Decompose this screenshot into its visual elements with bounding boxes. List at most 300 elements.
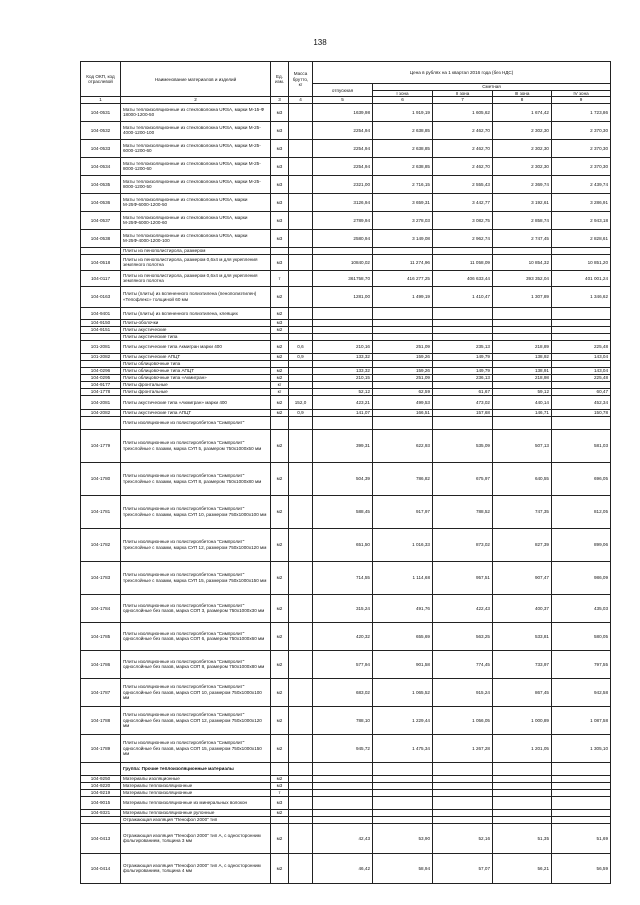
row-price-zone-2 [433, 416, 493, 429]
row-price-zone-4: 51,69 [552, 823, 611, 853]
row-price-zone-3: 1 674,42 [493, 103, 552, 121]
row-price-zone-1: 159,26 [373, 353, 433, 360]
row-sales-price: 2254,94 [313, 139, 373, 157]
row-price-zone-3: 3 192,61 [493, 193, 552, 211]
row-price-zone-4: 10 851,20 [552, 254, 611, 270]
row-price-zone-2: 1 056,05 [433, 706, 493, 734]
row-name: Плиты (плиты) из вспененного полиэтилена, клеящих [121, 307, 271, 319]
row-price-zone-4: 452,34 [552, 395, 611, 409]
row-unit: м3 [271, 254, 289, 270]
row-code: 104-0534 [81, 157, 121, 175]
row-price-zone-3: 138,91 [493, 367, 552, 374]
row-code: 104-0518 [81, 254, 121, 270]
table-row [81, 416, 611, 429]
table-row [81, 211, 611, 229]
row-name: Материалы теплоизоляционные из минеральных волокон [121, 796, 271, 809]
row-price-zone-2: 473,02 [433, 395, 493, 409]
row-price-zone-3: 59,12 [493, 388, 552, 395]
row-price-zone-3: 533,81 [493, 622, 552, 650]
row-sales-price: 945,72 [313, 734, 373, 762]
row-price-zone-4 [552, 247, 611, 254]
row-unit [271, 333, 289, 340]
row-price-zone-3: 827,39 [493, 528, 552, 561]
row-code: 104-2081 [81, 395, 121, 409]
column-number: 5 [313, 97, 373, 103]
page-number: 138 [313, 38, 327, 47]
row-price-zone-1: 1 499,19 [373, 286, 433, 307]
row-price-zone-4: 812,05 [552, 495, 611, 528]
row-price-zone-4: 435,03 [552, 594, 611, 622]
row-mass [289, 388, 313, 395]
row-code: 104-1784 [81, 594, 121, 622]
row-price-zone-4 [552, 416, 611, 429]
row-price-zone-2: 236,13 [433, 374, 493, 381]
row-price-zone-2 [433, 816, 493, 823]
row-price-zone-4 [552, 809, 611, 816]
table-row [81, 650, 611, 678]
row-sales-price: 210,16 [313, 340, 373, 353]
row-unit: м2 [271, 307, 289, 319]
row-code: 104-9151 [81, 326, 121, 333]
row-name: Группа: Прочие теплоизоляционные материалы [121, 762, 271, 775]
price-table [80, 61, 611, 884]
table-row [81, 796, 611, 809]
row-price-zone-1: 3 149,08 [373, 229, 433, 247]
header-zone-3: III зона [493, 91, 552, 97]
row-name: Плиты фронтальные [121, 381, 271, 388]
row-price-zone-4: 143,04 [552, 367, 611, 374]
table-row [81, 809, 611, 816]
row-sales-price: 504,39 [313, 462, 373, 495]
row-price-zone-2: 406 633,44 [433, 270, 493, 286]
row-code: 104-1787 [81, 678, 121, 706]
row-mass [289, 528, 313, 561]
table-row [81, 360, 611, 367]
row-unit: м3 [271, 157, 289, 175]
row-price-zone-3: 393 352,04 [493, 270, 552, 286]
row-price-zone-3 [493, 789, 552, 796]
row-price-zone-1 [373, 775, 433, 782]
row-unit: м3 [271, 319, 289, 326]
table-row [81, 103, 611, 121]
row-price-zone-2: 422,43 [433, 594, 493, 622]
row-price-zone-3: 2 858,74 [493, 211, 552, 229]
row-sales-price: 141,07 [313, 409, 373, 416]
row-name: Плиты изоляционные из полистиролбетона "Симпролит" трехслойные с пазами, марка СУП 8, размером 750х1000х80 мм [121, 462, 271, 495]
row-price-zone-2 [433, 796, 493, 809]
row-name: Плиты изоляционные из полистиролбетона "Симпролит" трехслойные с пазами, марка СУП 15, размером 750х1000х150 мм [121, 561, 271, 594]
row-price-zone-3: 218,89 [493, 340, 552, 353]
row-unit: м3 [271, 103, 289, 121]
row-price-zone-1 [373, 247, 433, 254]
row-price-zone-3 [493, 775, 552, 782]
row-sales-price: 52,12 [313, 388, 373, 395]
row-mass [289, 360, 313, 367]
row-name: Плиты из пенополистирола, размером 0,6х4 м для укрепления земляного полотна [121, 270, 271, 286]
table-row [81, 333, 611, 340]
row-code: 101-2081 [81, 340, 121, 353]
row-price-zone-2 [433, 319, 493, 326]
row-price-zone-3: 733,97 [493, 650, 552, 678]
row-unit: м3 [271, 211, 289, 229]
row-sales-price: 399,31 [313, 429, 373, 462]
row-price-zone-2: 675,97 [433, 462, 493, 495]
row-mass [289, 429, 313, 462]
row-unit: кг [271, 388, 289, 395]
row-mass [289, 247, 313, 254]
table-row [81, 286, 611, 307]
row-price-zone-4: 143,04 [552, 353, 611, 360]
row-mass [289, 157, 313, 175]
row-price-zone-1: 58,94 [373, 853, 433, 883]
row-unit: м2 [271, 409, 289, 416]
row-price-zone-4: 1 346,62 [552, 286, 611, 307]
row-name: Маты теплоизоляционные из стекловолокна URSA, марки М-25Ф-6000-1200-60 [121, 211, 271, 229]
row-price-zone-4: 581,03 [552, 429, 611, 462]
header-code: Код ОКП, код отраслевой [81, 62, 121, 97]
table-row [81, 775, 611, 782]
row-name: Плиты изоляционные из полистиролбетона "Симпролит" однослойные без пазов, марка СОП 3, размером 750х1000х30 мм [121, 594, 271, 622]
row-unit: м2 [271, 462, 289, 495]
table-row [81, 409, 611, 416]
row-price-zone-2 [433, 782, 493, 789]
table-row [81, 247, 611, 254]
row-unit: м3 [271, 796, 289, 809]
row-price-zone-4 [552, 333, 611, 340]
row-price-zone-3 [493, 762, 552, 775]
row-mass [289, 622, 313, 650]
row-price-zone-2 [433, 247, 493, 254]
row-code: 104-0538 [81, 229, 121, 247]
row-price-zone-1: 901,58 [373, 650, 433, 678]
row-name: Маты теплоизоляционные из стекловолокна URSA, марки М-25-8000-1200-60 [121, 157, 271, 175]
row-price-zone-3: 1 307,89 [493, 286, 552, 307]
row-name: Плиты изоляционные из полистиролбетона "Симпролит" однослойные без пазов, марка СОП 6, размером 750х1000х60 мм [121, 622, 271, 650]
row-sales-price [313, 307, 373, 319]
row-code: 104-1783 [81, 561, 121, 594]
row-price-zone-4 [552, 816, 611, 823]
row-price-zone-3 [493, 307, 552, 319]
row-price-zone-2: 149,79 [433, 367, 493, 374]
row-price-zone-3: 400,37 [493, 594, 552, 622]
row-name: Плиты облицовочные типа АПЦТ [121, 367, 271, 374]
row-price-zone-4: 2 370,30 [552, 139, 611, 157]
row-mass [289, 823, 313, 853]
row-code: 104-0414 [81, 853, 121, 883]
row-sales-price [313, 796, 373, 809]
row-sales-price: 46,42 [313, 853, 373, 883]
row-sales-price [313, 381, 373, 388]
row-price-zone-2: 2 462,70 [433, 157, 493, 175]
row-price-zone-1: 1 919,19 [373, 103, 433, 121]
row-code: 104-0413 [81, 823, 121, 853]
row-code: 104-1779 [81, 429, 121, 462]
row-sales-price [313, 247, 373, 254]
row-price-zone-1: 1 475,34 [373, 734, 433, 762]
row-code: 104-0117 [81, 270, 121, 286]
row-sales-price [313, 326, 373, 333]
row-price-zone-2: 57,07 [433, 853, 493, 883]
row-name: Плиты изоляционные из полистиролбетона "Симпролит" однослойные без пазов, марка СОП 15, размером 750х1000х150 мм [121, 734, 271, 762]
row-price-zone-2: 1 605,62 [433, 103, 493, 121]
row-unit: м2 [271, 809, 289, 816]
row-sales-price [313, 360, 373, 367]
row-mass [289, 333, 313, 340]
row-price-zone-1: 655,69 [373, 622, 433, 650]
row-code: 104-1780 [81, 462, 121, 495]
row-mass [289, 254, 313, 270]
row-code: 104-9321 [81, 809, 121, 816]
row-price-zone-3: 1 000,89 [493, 706, 552, 734]
header-price-title: Цена в рублях на 1 квартал 2016 года (без НДС) [313, 62, 611, 84]
row-price-zone-2: 3 082,75 [433, 211, 493, 229]
row-price-zone-2 [433, 809, 493, 816]
row-price-zone-2 [433, 307, 493, 319]
row-price-zone-2 [433, 360, 493, 367]
row-code [81, 762, 121, 775]
row-price-zone-4 [552, 319, 611, 326]
column-number: 7 [433, 97, 493, 103]
row-name: Плиты из пенополистирола, размером 0,6х4 м для укрепления земляного полотна [121, 254, 271, 270]
row-code: 104-2082 [81, 409, 121, 416]
row-price-zone-1 [373, 789, 433, 796]
row-unit [271, 247, 289, 254]
row-price-zone-4 [552, 360, 611, 367]
row-price-zone-1: 166,51 [373, 409, 433, 416]
row-price-zone-3: 2 302,30 [493, 121, 552, 139]
row-price-zone-1: 1 114,68 [373, 561, 433, 594]
row-unit: м2 [271, 429, 289, 462]
column-number: 6 [373, 97, 433, 103]
row-mass [289, 789, 313, 796]
row-price-zone-1 [373, 333, 433, 340]
row-name: Маты теплоизоляционные из стекловолокна URSA, марки М-15-Ф 18000-1200-50 [121, 103, 271, 121]
row-mass: 152,0 [289, 395, 313, 409]
row-price-zone-4: 942,58 [552, 678, 611, 706]
row-name: Материалы теплоизоляционные [121, 782, 271, 789]
row-price-zone-2 [433, 381, 493, 388]
row-mass [289, 650, 313, 678]
row-price-zone-2: 3 442,77 [433, 193, 493, 211]
row-name: Плиты (плиты) из вспененного полиэтилена (пенополиэтилен) «Тепофлекс» толщиной 60 мм [121, 286, 271, 307]
row-price-zone-1: 491,76 [373, 594, 433, 622]
row-code: 104-0296 [81, 367, 121, 374]
row-price-zone-2: 11 058,09 [433, 254, 493, 270]
header-zone-2: II зона [433, 91, 493, 97]
table-row [81, 395, 611, 409]
row-price-zone-3: 747,35 [493, 495, 552, 528]
table-row [81, 139, 611, 157]
row-mass [289, 594, 313, 622]
row-price-zone-2 [433, 762, 493, 775]
row-name: Плиты изоляционные из полистиролбетона "Симпролит" однослойные без пазов, марка СОП 8, размером 750х1000х80 мм [121, 650, 271, 678]
row-unit: м3 [271, 175, 289, 193]
row-name: Плиты акустические типа [121, 333, 271, 340]
table-row [81, 706, 611, 734]
row-sales-price: 3126,94 [313, 193, 373, 211]
row-mass [289, 796, 313, 809]
row-sales-price: 2321,00 [313, 175, 373, 193]
row-unit: м2 [271, 561, 289, 594]
row-code: 104-0535 [81, 175, 121, 193]
row-price-zone-3: 56,21 [493, 853, 552, 883]
row-price-zone-4: 1 305,10 [552, 734, 611, 762]
row-mass [289, 286, 313, 307]
column-number: 1 [81, 97, 121, 103]
row-name: Плиты из пенополистирола, размером [121, 247, 271, 254]
row-unit: т [271, 789, 289, 796]
row-price-zone-2: 957,51 [433, 561, 493, 594]
row-sales-price: 42,43 [313, 823, 373, 853]
row-price-zone-1 [373, 762, 433, 775]
row-price-zone-4 [552, 326, 611, 333]
table-row [81, 381, 611, 388]
row-price-zone-2: 774,45 [433, 650, 493, 678]
row-sales-price [313, 416, 373, 429]
row-price-zone-4: 2 370,30 [552, 157, 611, 175]
row-code [81, 816, 121, 823]
row-unit: м2 [271, 353, 289, 360]
row-price-zone-3: 2 302,30 [493, 139, 552, 157]
row-price-zone-4 [552, 307, 611, 319]
row-unit: м2 [271, 495, 289, 528]
row-price-zone-3: 2 302,30 [493, 157, 552, 175]
row-sales-price [313, 789, 373, 796]
row-price-zone-4 [552, 381, 611, 388]
row-price-zone-2: 1 267,28 [433, 734, 493, 762]
row-price-zone-3: 507,13 [493, 429, 552, 462]
row-mass [289, 307, 313, 319]
table-row [81, 762, 611, 775]
row-price-zone-1 [373, 381, 433, 388]
row-price-zone-1 [373, 782, 433, 789]
row-sales-price: 588,45 [313, 495, 373, 528]
row-price-zone-3 [493, 782, 552, 789]
row-unit [271, 360, 289, 367]
row-price-zone-3: 146,71 [493, 409, 552, 416]
row-price-zone-4: 580,05 [552, 622, 611, 650]
row-sales-price [313, 775, 373, 782]
row-price-zone-4 [552, 782, 611, 789]
row-mass [289, 367, 313, 374]
row-price-zone-1 [373, 816, 433, 823]
row-price-zone-2 [433, 333, 493, 340]
row-price-zone-3 [493, 247, 552, 254]
row-name: Маты теплоизоляционные из стекловолокна URSA, марки М-25Ф-4000-1200-100 [121, 229, 271, 247]
table-row [81, 594, 611, 622]
row-mass [289, 495, 313, 528]
row-name: Плиты изоляционные из полистиролбетона "Симпролит" трехслойные с пазами, марка СУП 10, размером 750х1000х100 мм [121, 495, 271, 528]
row-sales-price: 315,24 [313, 594, 373, 622]
row-code: 104-9015 [81, 796, 121, 809]
row-price-zone-1: 2 716,15 [373, 175, 433, 193]
table-row [81, 495, 611, 528]
table-row [81, 622, 611, 650]
row-price-zone-3: 51,35 [493, 823, 552, 853]
row-price-zone-3 [493, 333, 552, 340]
row-unit [271, 416, 289, 429]
row-mass [289, 139, 313, 157]
row-unit: м2 [271, 734, 289, 762]
row-price-zone-2: 149,79 [433, 353, 493, 360]
row-price-zone-3: 218,98 [493, 374, 552, 381]
row-unit: м3 [271, 782, 289, 789]
row-price-zone-4: 2 943,18 [552, 211, 611, 229]
row-name: Плиты изоляционные из полистиролбетона "Симпролит" [121, 416, 271, 429]
row-price-zone-4: 150,78 [552, 409, 611, 416]
table-row [81, 528, 611, 561]
row-mass [289, 706, 313, 734]
table-row [81, 121, 611, 139]
table-row [81, 853, 611, 883]
row-price-zone-4: 1 087,58 [552, 706, 611, 734]
row-price-zone-2: 788,52 [433, 495, 493, 528]
table-row [81, 678, 611, 706]
column-number: 3 [271, 97, 289, 103]
row-code: 104-0295 [81, 374, 121, 381]
row-name: Маты теплоизоляционные из стекловолокна URSA, марки М-25-6000-1200-60 [121, 139, 271, 157]
table-row [81, 270, 611, 286]
row-mass [289, 809, 313, 816]
row-price-zone-4 [552, 796, 611, 809]
row-sales-price: 10840,02 [313, 254, 373, 270]
header-zone-1: I зона [373, 91, 433, 97]
row-price-zone-1: 1 016,33 [373, 528, 433, 561]
row-code: 104-9401 [81, 307, 121, 319]
row-name: Плиты-оболочки [121, 319, 271, 326]
table-row [81, 734, 611, 762]
row-mass [289, 853, 313, 883]
row-price-zone-2: 2 462,70 [433, 121, 493, 139]
row-sales-price [313, 809, 373, 816]
row-mass [289, 175, 313, 193]
row-price-zone-4: 986,09 [552, 561, 611, 594]
row-code [81, 247, 121, 254]
row-price-zone-1 [373, 416, 433, 429]
row-name: Отражающая изоляция "Пенофол 2000" тип А, с односторонним фольгированием, толщина 3 мм [121, 823, 271, 853]
table-row [81, 823, 611, 853]
row-mass [289, 121, 313, 139]
row-price-zone-1: 62,59 [373, 388, 433, 395]
table-row [81, 353, 611, 360]
row-price-zone-1: 3 278,03 [373, 211, 433, 229]
row-code: 104-1788 [81, 706, 121, 734]
row-price-zone-3 [493, 416, 552, 429]
row-code: 104-0163 [81, 286, 121, 307]
row-code: 104-9177 [81, 381, 121, 388]
row-mass [289, 416, 313, 429]
row-mass [289, 270, 313, 286]
row-price-zone-4: 797,55 [552, 650, 611, 678]
row-unit: м3 [271, 229, 289, 247]
row-unit: м2 [271, 594, 289, 622]
row-price-zone-1: 786,82 [373, 462, 433, 495]
row-name: Маты теплоизоляционные из стекловолокна URSA, марки М-25-4000-1200-100 [121, 121, 271, 139]
table-row [81, 388, 611, 395]
row-sales-price: 2254,94 [313, 157, 373, 175]
row-price-zone-4: 2 439,74 [552, 175, 611, 193]
row-price-zone-3 [493, 796, 552, 809]
row-unit: м2 [271, 706, 289, 734]
row-unit: м3 [271, 139, 289, 157]
row-price-zone-4 [552, 762, 611, 775]
row-mass [289, 775, 313, 782]
row-code: 104-1789 [81, 734, 121, 762]
row-code: 104-0537 [81, 211, 121, 229]
table-row [81, 254, 611, 270]
row-unit: м2 [271, 650, 289, 678]
row-price-zone-1: 159,26 [373, 367, 433, 374]
